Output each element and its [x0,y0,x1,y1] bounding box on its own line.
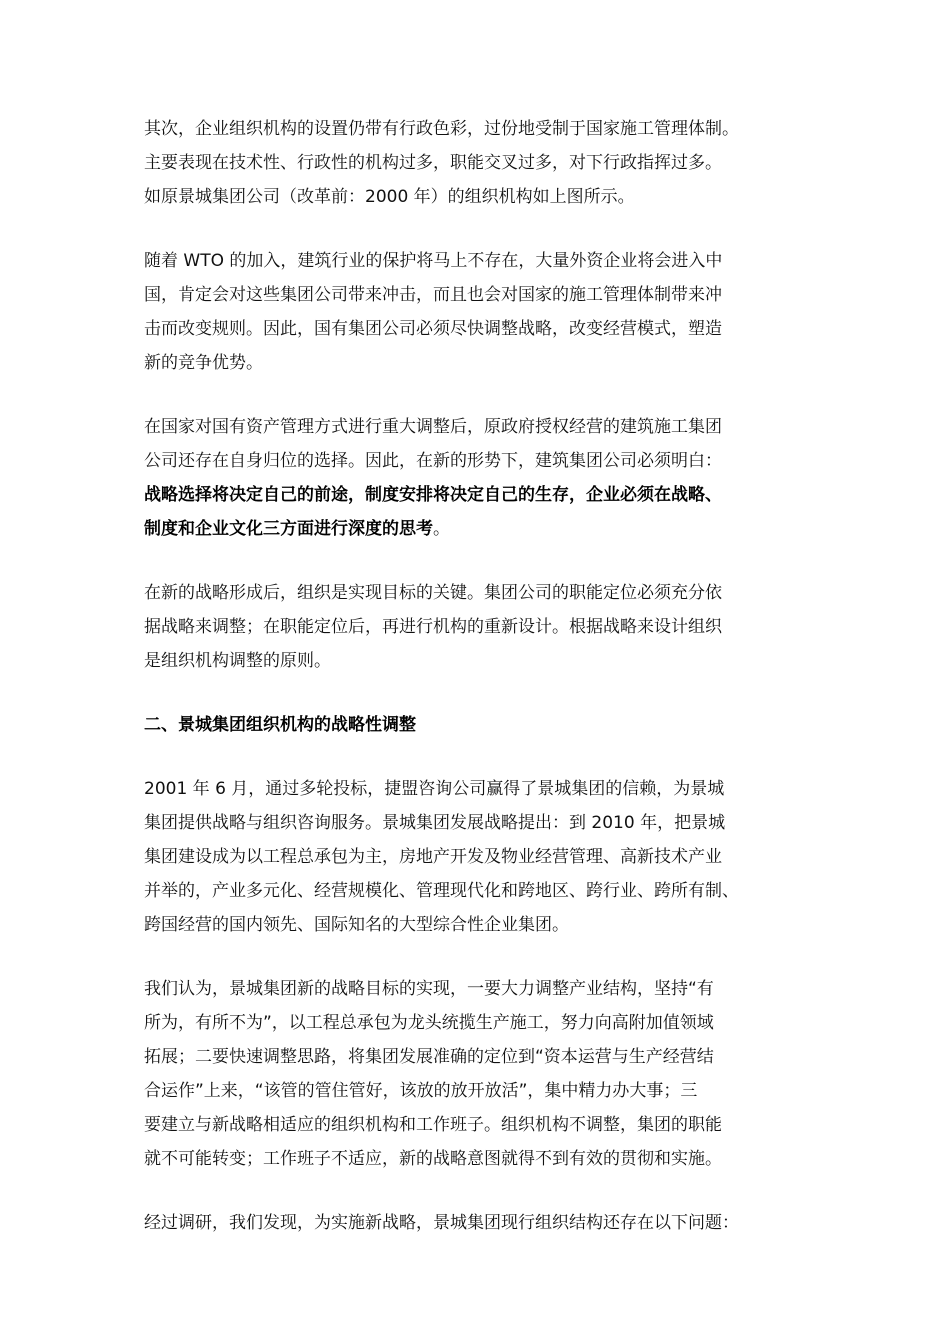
text-line: 所为，有所不为”，以工程总承包为龙头统揽生产施工，努力向高附加值领域 [144,1013,714,1033]
text-line: 集团提供战略与组织咨询服务。景城集团发展战略提出：到 2010 年，把景城 [144,813,726,833]
paragraph-6 [144,972,824,1176]
text-line: 据战略来调整；在职能定位后，再进行机构的重新设计。根据战略来设计组织 [144,617,722,637]
text-line: 击而改变规则。因此，国有集团公司必须尽快调整战略，改变经营模式，塑造 [144,319,722,339]
text-line: 是组织机构调整的原则。 [144,651,331,671]
text-line: 在国家对国有资产管理方式进行重大调整后，原政府授权经营的建筑施工集团 [144,417,722,437]
text-line: 我们认为，景城集团新的战略目标的实现，一要大力调整产业结构，坚持“有 [144,979,714,999]
bold-text: 制度和企业文化三方面进行深度的思考 [144,519,433,539]
text-line: 在新的战略形成后，组织是实现目标的关键。集团公司的职能定位必须充分依 [144,583,722,603]
document-body [144,112,824,1270]
text-line: 拓展；二要快速调整思路，将集团发展准确的定位到“资本运营与生产经营结 [144,1047,714,1067]
text-line: 经过调研，我们发现，为实施新战略，景城集团现行组织结构还存在以下问题： [144,1213,739,1233]
text-line: 国，肯定会对这些集团公司带来冲击，而且也会对国家的施工管理体制带来冲 [144,285,722,305]
text-line: 集团建设成为以工程总承包为主，房地产开发及物业经营管理、高新技术产业 [144,847,722,867]
text-line: 2001 年 6 月，通过多轮投标，捷盟咨询公司赢得了景城集团的信赖，为景城 [144,779,725,799]
text-line: 主要表现在技术性、行政性的机构过多，职能交叉过多，对下行政指挥过多。 [144,153,722,173]
text-line: 就不可能转变；工作班子不适应，新的战略意图就得不到有效的贯彻和实施。 [144,1149,722,1169]
text-line: 并举的，产业多元化、经营规模化、管理现代化和跨地区、跨行业、跨所有制、 [144,881,739,901]
text-line: 其次，企业组织机构的设置仍带有行政色彩，过份地受制于国家施工管理体制。 [144,119,739,139]
end-punctuation: 。 [433,519,450,539]
paragraph-2 [144,244,824,380]
text-line: 公司还存在自身归位的选择。因此，在新的形势下，建筑集团公司必须明白： [144,451,722,471]
paragraph-3 [144,410,824,546]
text-line: 要建立与新战略相适应的组织机构和工作班子。组织机构不调整，集团的职能 [144,1115,722,1135]
paragraph-7 [144,1206,824,1240]
text-line: 合运作”上来，“该管的管住管好，该放的放开放活”，集中精力办大事；三 [144,1081,698,1101]
text-line: 如原景城集团公司（改革前：2000 年）的组织机构如上图所示。 [144,187,635,207]
paragraph-4 [144,576,824,678]
section-heading: 二、景城集团组织机构的战略性调整 [144,715,416,735]
bold-text-line: 战略选择将决定自己的前途，制度安排将决定自己的生存，企业必须在战略、 [144,485,722,505]
text-line: 随着 WTO 的加入，建筑行业的保护将马上不存在，大量外资企业将会进入中 [144,251,723,271]
text-line: 新的竞争优势。 [144,353,263,373]
paragraph-1 [144,112,824,214]
paragraph-5 [144,772,824,942]
text-line: 跨国经营的国内领先、国际知名的大型综合性企业集团。 [144,915,569,935]
text-line-mixed [144,512,824,546]
